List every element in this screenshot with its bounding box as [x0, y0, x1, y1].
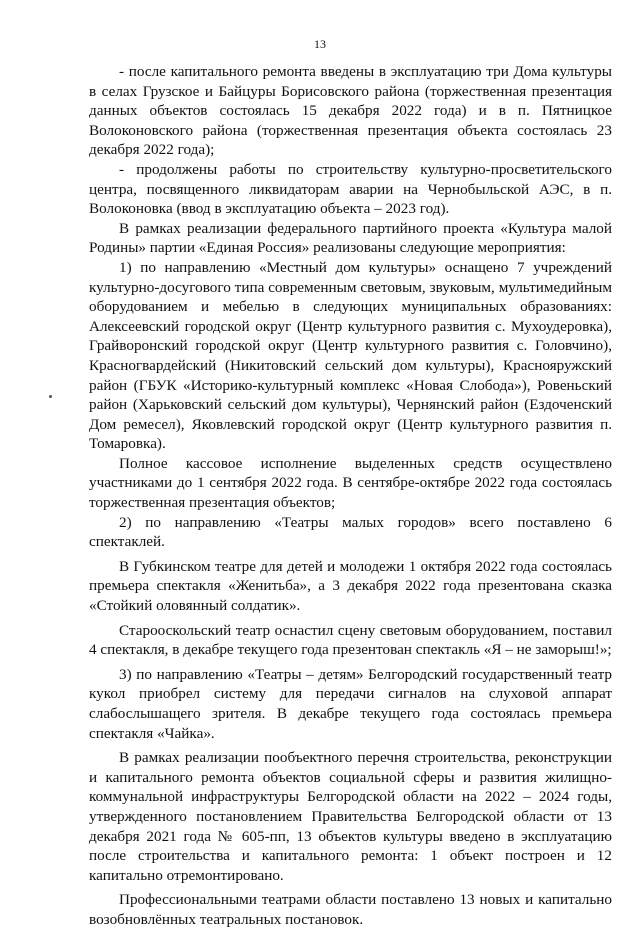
paragraph: В рамках реализации федерального партийного проекта «Культура малой Родины» партии «Единая Россия» реализованы следующие мероприятия:	[89, 219, 612, 257]
paragraph: В рамках реализации пообъектного перечня строительства, реконструкции и капитального ремонта объектов социальной сферы и развития жилищно-коммунальной инфраструктуры Белгородской области на 2022 – 2024 годы, утвержденного постановлением Правительства Белгородской области от 13 декабря 2021 года № 605-пп, 13 объектов культуры введено в эксплуатацию после строительства и капитального ремонта: 1 объект построен и 12 капитально отремонтировано.	[89, 749, 612, 884]
paragraph: 2) по направлению «Театры малых городов» всего поставлено 6 спектаклей.	[89, 513, 612, 551]
paragraph: Профессиональными театрами области поставлено 13 новых и капитально возобновлённых театральных постановок.	[89, 891, 612, 928]
paragraph: 1) по направлению «Местный дом культуры» оснащено 7 учреждений культурно-досугового типа современным световым, звуковым, мультимедийным оборудованием и мебелью в следующих муниципальных образованиях: Алексеевский городской округ (Центр культурного развития с. Мухоудеровка), Грайворонский городской округ (Центр культурного развития с. Головчино), Красногвардейский (Никитовский сельский дом культуры), Краснояружский район (ГБУК «Историко-культурный комплекс «Новая Слобода»), Ровеньский район (Харьковский сельский дом культуры), Чернянский район (Ездоченский Дом ремесел), Яковлевский городской округ (Центр культурного развития п. Томаровка).	[89, 258, 612, 453]
page-number: 13	[314, 37, 326, 51]
document-body	[89, 62, 612, 930]
paragraph: - после капитального ремонта введены в эксплуатацию три Дома культуры в селах Грузское и Байцуры Борисовского района (торжественная презентация данных объектов состоялась 15 декабря 2022 года) и в п. Пятницкое Волоконовского района (торжественная презентация объекта состоялась 23 декабря 2022 года);	[89, 63, 612, 159]
paragraph: В Губкинском театре для детей и молодежи 1 октября 2022 года состоялась премьера спектакля «Женитьба», а 3 декабря 2022 года презентована сказка «Стойкий оловянный солдатик».	[89, 557, 612, 615]
paragraph: 3) по направлению «Театры – детям» Белгородский государственный театр кукол приобрел систему для передачи сигналов на слуховой аппарат слабослышащего зрителя. В декабре текущего года состоялась премьера спектакля «Чайка».	[89, 665, 612, 742]
paragraph: Полное кассовое исполнение выделенных средств осуществлено участниками до 1 сентября 2022 года. В сентябре-октябре 2022 года состоялась торжественная презентация объектов;	[89, 454, 612, 512]
paragraph: - продолжены работы по строительству культурно-просветительского центра, посвященного ликвидаторам аварии на Чернобыльской АЭС, в п. Волоконовка (ввод в эксплуатацию объекта – 2023 год).	[89, 160, 612, 218]
margin-mark	[49, 395, 52, 398]
paragraph: Старооскольский театр оснастил сцену световым оборудованием, поставил 4 спектакля, в декабре текущего года презентован спектакль «Я – не заморыш!»;	[89, 621, 612, 659]
